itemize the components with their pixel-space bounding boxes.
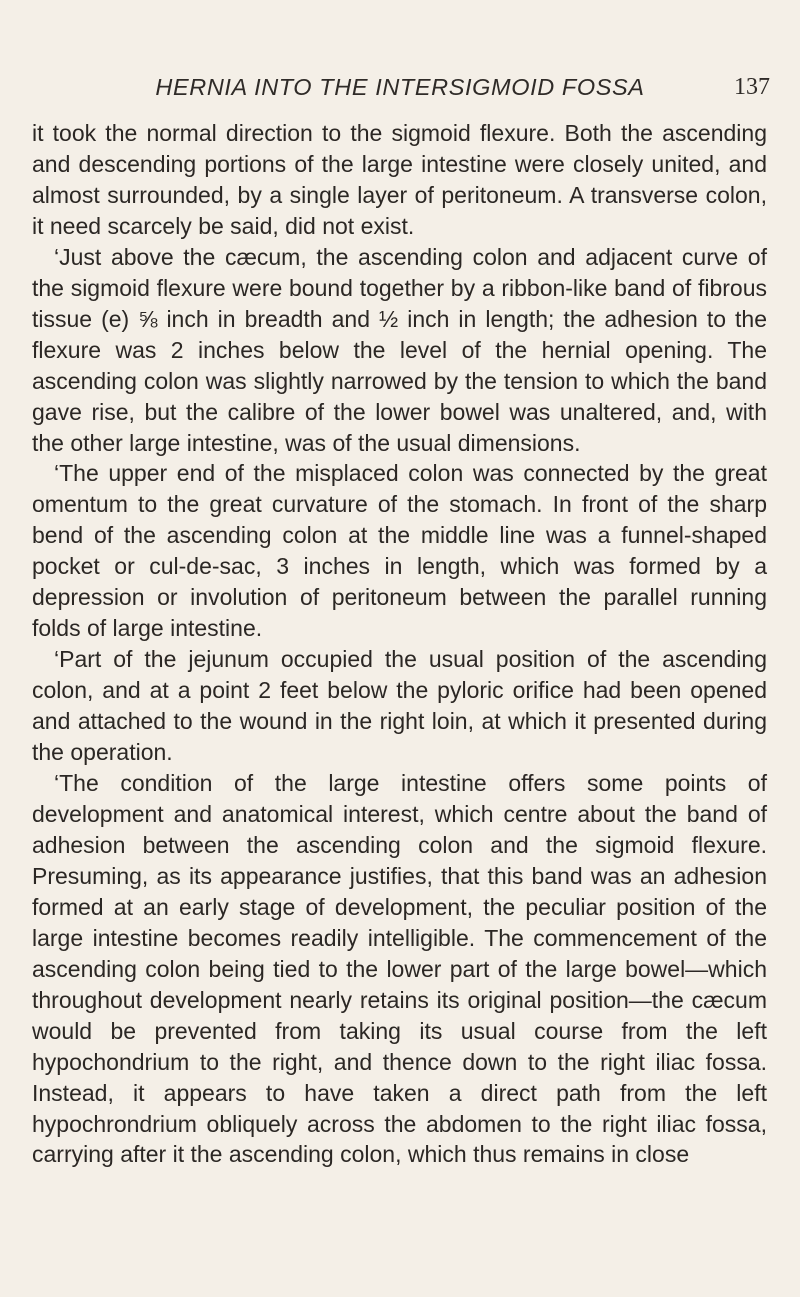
paragraph: ‘The condition of the large intestine offers some points of development and anatomical interest, which centre about the band of adhesion between the ascending colon and the sigmoid flexure. Presuming, as its appearance justifies, that this band was an adhesion formed at an early stage of development, the peculiar position of the large intestine becomes readily intelligible. The commencement of the ascending colon being tied to the lower part of the large bowel—which throughout development nearly retains its original position—the cæcum would be prevented from taking its usual course from the left hypochondrium to the right, and thence down to the right iliac fossa. Instead, it appears to have taken a direct path from the left hypochrondrium obliquely across the abdomen to the right iliac fossa, carrying after it the ascending colon, which thus remains in close [32, 770, 767, 1168]
body-text [32, 118, 767, 1170]
running-head [30, 74, 770, 104]
paragraph: it took the normal direction to the sigmoid flexure. Both the ascending and descending portions of the large intestine were closely united, and almost surrounded, by a single layer of peritoneum. A transverse colon, it need scarcely be said, did not exist. [32, 120, 767, 239]
paragraph: ‘Just above the cæcum, the ascending colon and adjacent curve of the sigmoid flexure were bound together by a ribbon-like band of fibrous tissue (e) ⅝ inch in breadth and ½ inch in length; the adhesion to the flexure was 2 inches below the level of the hernial opening. The ascending colon was slightly narrowed by the tension to which the band gave rise, but the calibre of the lower bowel was unaltered, and, with the other large intestine, was of the usual dimensions. [32, 243, 767, 456]
paragraph: ‘Part of the jejunum occupied the usual position of the ascending colon, and at a point 2 feet below the pyloric orifice had been opened and attached to the wound in the right loin, at which it presented during the operation. [32, 646, 767, 766]
page-number: 137 [734, 74, 770, 100]
paragraph: ‘The upper end of the misplaced colon was connected by the great omentum to the great curvature of the stomach. In front of the sharp bend of the ascending colon at the middle line was a funnel-shaped pocket or cul-de-sac, 3 inches in length, which was formed by a depression or involution of peritoneum between the parallel running folds of large intestine. [32, 460, 767, 642]
running-title: HERNIA INTO THE INTERSIGMOID FOSSA [155, 74, 645, 100]
